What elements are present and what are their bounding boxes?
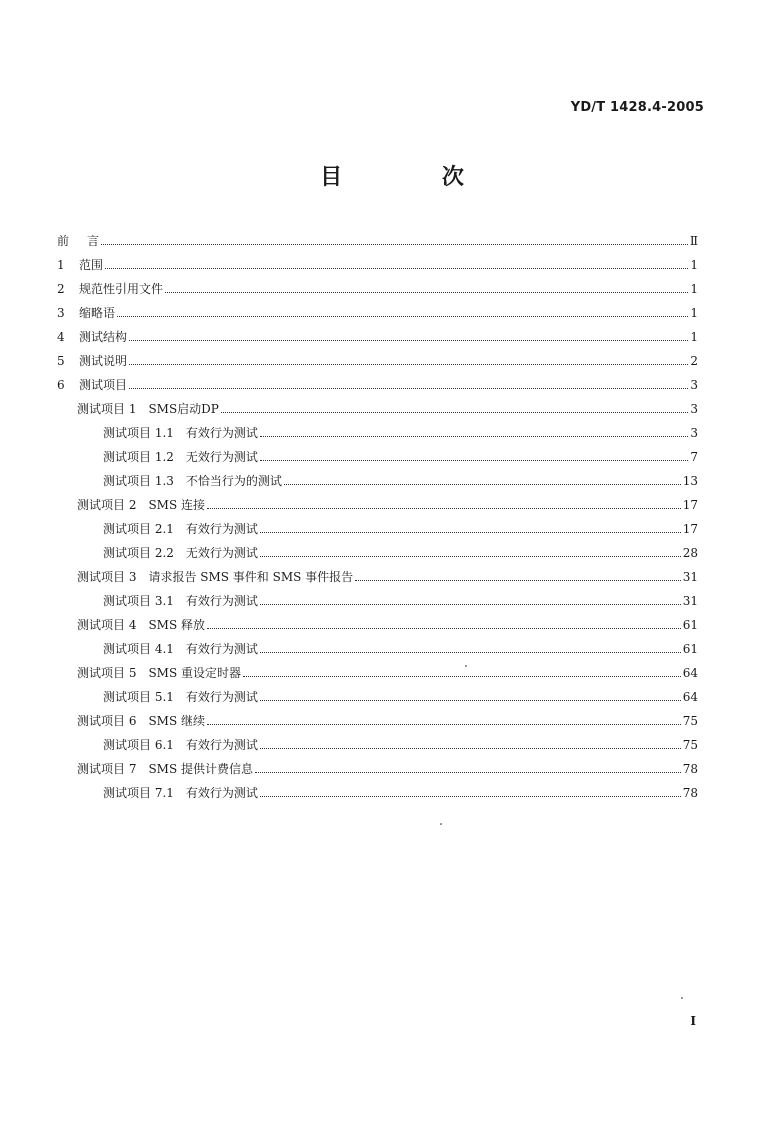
toc-entry-number: 5 <box>57 354 65 368</box>
toc-entry-number: 测试项目 1 <box>77 402 137 416</box>
toc-entry[interactable] <box>0 253 784 277</box>
toc-entry-text <box>77 613 205 637</box>
toc-entry-title: 范围 <box>79 258 104 272</box>
toc-entry-number: 测试项目 5 <box>77 666 137 680</box>
toc-entry-title: 有效行为测试 <box>185 786 258 800</box>
toc-dot-leader <box>207 724 681 725</box>
toc-entry-title: 缩略语 <box>79 306 116 320</box>
toc-entry[interactable] <box>0 541 784 565</box>
toc-entry-number: 测试项目 6.1 <box>103 738 174 752</box>
toc-dot-leader <box>260 796 681 797</box>
standard-id: YD/T 1428.4-2005 <box>570 100 704 115</box>
toc-dot-leader <box>207 508 681 509</box>
toc-entry-page: 1 <box>690 306 698 320</box>
toc-entry-page: 1 <box>690 282 698 296</box>
toc-dot-leader <box>260 652 681 653</box>
scan-speck <box>440 823 442 825</box>
toc-entry-text <box>77 709 205 733</box>
toc-entry-number: 6 <box>57 378 65 392</box>
toc-entry[interactable] <box>0 229 784 253</box>
toc-dot-leader <box>260 604 681 605</box>
toc-entry-number: 测试项目 4 <box>77 618 137 632</box>
toc-entry-number: 1 <box>57 258 65 272</box>
toc-entry-page: 3 <box>690 426 698 440</box>
toc-entry-number: 3 <box>57 306 65 320</box>
toc-dot-leader <box>243 676 681 677</box>
toc-entry-text <box>57 325 127 349</box>
toc-entry-number: 测试项目 1.3 <box>103 474 174 488</box>
toc-entry-title: SMS 重设定时器 <box>148 666 241 680</box>
toc-entry-number: 测试项目 7.1 <box>103 786 174 800</box>
toc-entry-text <box>103 685 258 709</box>
toc-entry-text <box>57 253 103 277</box>
toc-entry-title: 有效行为测试 <box>185 426 258 440</box>
toc-dot-leader <box>255 772 681 773</box>
toc-dot-leader <box>129 364 688 365</box>
toc-dot-leader <box>129 388 688 389</box>
toc-entry-text <box>103 517 258 541</box>
toc-entry-title: SMS 提供计费信息 <box>148 762 253 776</box>
toc-dot-leader <box>207 628 681 629</box>
toc-entry-number: 4 <box>57 330 65 344</box>
toc-entry[interactable] <box>0 277 784 301</box>
toc-entry[interactable] <box>0 325 784 349</box>
toc-dot-leader <box>117 316 688 317</box>
toc-entry-page: 78 <box>682 786 698 800</box>
toc-entry-title: SMS 连接 <box>148 498 205 512</box>
toc-entry-text <box>77 757 253 781</box>
toc-entry-title: 测试说明 <box>79 354 128 368</box>
toc-dot-leader <box>355 580 681 581</box>
toc-entry-title: 言 <box>87 234 100 248</box>
toc-entry-page: 28 <box>682 546 698 560</box>
toc-entry-text <box>103 589 258 613</box>
toc-entry-title: SMS启动DP <box>148 402 219 416</box>
toc-entry[interactable] <box>0 613 784 637</box>
toc-entry-number: 前 <box>57 234 70 248</box>
toc-entry[interactable] <box>0 349 784 373</box>
toc-entry-text <box>57 229 99 253</box>
toc-entry-text <box>103 781 258 805</box>
toc-entry[interactable] <box>0 421 784 445</box>
toc-entry-page: 75 <box>682 738 698 752</box>
toc-entry-text <box>103 637 258 661</box>
toc-dot-leader <box>129 340 688 341</box>
toc-entry-number: 测试项目 4.1 <box>103 642 174 656</box>
toc-entry-title: 测试结构 <box>79 330 128 344</box>
toc-entry-page: 31 <box>682 570 698 584</box>
toc-entry-page: 17 <box>682 522 698 536</box>
toc-entry[interactable] <box>0 757 784 781</box>
toc-dot-leader <box>260 460 688 461</box>
toc-entry-page: 61 <box>682 642 698 656</box>
toc-entry-title: 有效行为测试 <box>185 738 258 752</box>
toc-entry-number: 2 <box>57 282 65 296</box>
toc-entry-page: Ⅱ <box>689 234 698 248</box>
toc-entry-number: 测试项目 2 <box>77 498 137 512</box>
toc-entry-page: 2 <box>690 354 698 368</box>
toc-entry-page: 78 <box>682 762 698 776</box>
toc-entry-page: 61 <box>682 618 698 632</box>
toc-entry[interactable] <box>0 469 784 493</box>
toc-dot-leader <box>105 268 688 269</box>
toc-entry[interactable] <box>0 445 784 469</box>
toc-entry[interactable] <box>0 565 784 589</box>
toc-entry-title: 有效行为测试 <box>185 594 258 608</box>
toc-entry-text <box>103 541 258 565</box>
toc-entry-number: 测试项目 3.1 <box>103 594 174 608</box>
toc-dot-leader <box>284 484 681 485</box>
toc-entry-number: 测试项目 1.1 <box>103 426 174 440</box>
toc-entry[interactable] <box>0 661 784 685</box>
toc-entry-page: 64 <box>682 690 698 704</box>
toc-entry-title: 无效行为测试 <box>185 450 258 464</box>
toc-entry-text <box>57 277 163 301</box>
toc-entry[interactable] <box>0 301 784 325</box>
toc-dot-leader <box>165 292 688 293</box>
toc-entry-number: 测试项目 1.2 <box>103 450 174 464</box>
toc-entry-title: 有效行为测试 <box>185 522 258 536</box>
toc-entry-page: 1 <box>690 258 698 272</box>
toc-entry-page: 3 <box>690 378 698 392</box>
toc-dot-leader <box>260 532 681 533</box>
toc-entry[interactable] <box>0 589 784 613</box>
scan-speck <box>681 997 683 999</box>
toc-entry-number: 测试项目 3 <box>77 570 137 584</box>
toc-entry-title: 无效行为测试 <box>185 546 258 560</box>
toc-entry-text <box>57 373 127 397</box>
toc-entry-text <box>57 301 115 325</box>
toc-entry-title: 规范性引用文件 <box>79 282 164 296</box>
toc-entry-number: 测试项目 6 <box>77 714 137 728</box>
toc-dot-leader <box>101 244 688 245</box>
toc-dot-leader <box>221 412 688 413</box>
toc-entry-number: 测试项目 2.1 <box>103 522 174 536</box>
toc-dot-leader <box>260 556 681 557</box>
toc-entry-page: 75 <box>682 714 698 728</box>
toc-dot-leader <box>260 436 688 437</box>
toc-entry-title: 请求报告 SMS 事件和 SMS 事件报告 <box>148 570 354 584</box>
toc-entry-text <box>103 421 258 445</box>
toc-entry-page: 13 <box>682 474 698 488</box>
toc-entry-page: 1 <box>690 330 698 344</box>
toc-entry-title: 有效行为测试 <box>185 642 258 656</box>
toc-entry-text <box>77 397 219 421</box>
page-number: I <box>690 1014 696 1028</box>
toc-entry[interactable] <box>0 685 784 709</box>
toc-title: 目 次 <box>320 165 510 190</box>
toc-entry[interactable] <box>0 493 784 517</box>
toc-entry-title: SMS 继续 <box>148 714 205 728</box>
toc-entry-page: 31 <box>682 594 698 608</box>
toc-entry-title: 测试项目 <box>79 378 128 392</box>
toc-entry-title: 不恰当行为的测试 <box>185 474 282 488</box>
toc-entry[interactable] <box>0 709 784 733</box>
toc-entry[interactable] <box>0 733 784 757</box>
toc-entry-number: 测试项目 7 <box>77 762 137 776</box>
toc-entry-page: 7 <box>690 450 698 464</box>
toc-entry[interactable] <box>0 637 784 661</box>
toc-entry-text <box>77 493 205 517</box>
toc-entry-text <box>57 349 127 373</box>
toc-dot-leader <box>260 748 681 749</box>
toc-entry[interactable] <box>0 517 784 541</box>
toc-entry-page: 64 <box>682 666 698 680</box>
toc-entry-title: 有效行为测试 <box>185 690 258 704</box>
toc-entry-text <box>103 733 258 757</box>
toc-entry-text <box>77 661 241 685</box>
toc-entry[interactable] <box>0 373 784 397</box>
scan-speck <box>465 665 467 667</box>
toc-entry-text <box>103 469 282 493</box>
toc-entry-page: 17 <box>682 498 698 512</box>
toc-entry-text <box>103 445 258 469</box>
toc-entry[interactable] <box>0 781 784 805</box>
toc-entry-number: 测试项目 2.2 <box>103 546 174 560</box>
toc-entry-number: 测试项目 5.1 <box>103 690 174 704</box>
toc-entry-title: SMS 释放 <box>148 618 205 632</box>
toc-entry-text <box>77 565 353 589</box>
toc-entry-page: 3 <box>690 402 698 416</box>
toc-entry[interactable] <box>0 397 784 421</box>
toc-dot-leader <box>260 700 681 701</box>
